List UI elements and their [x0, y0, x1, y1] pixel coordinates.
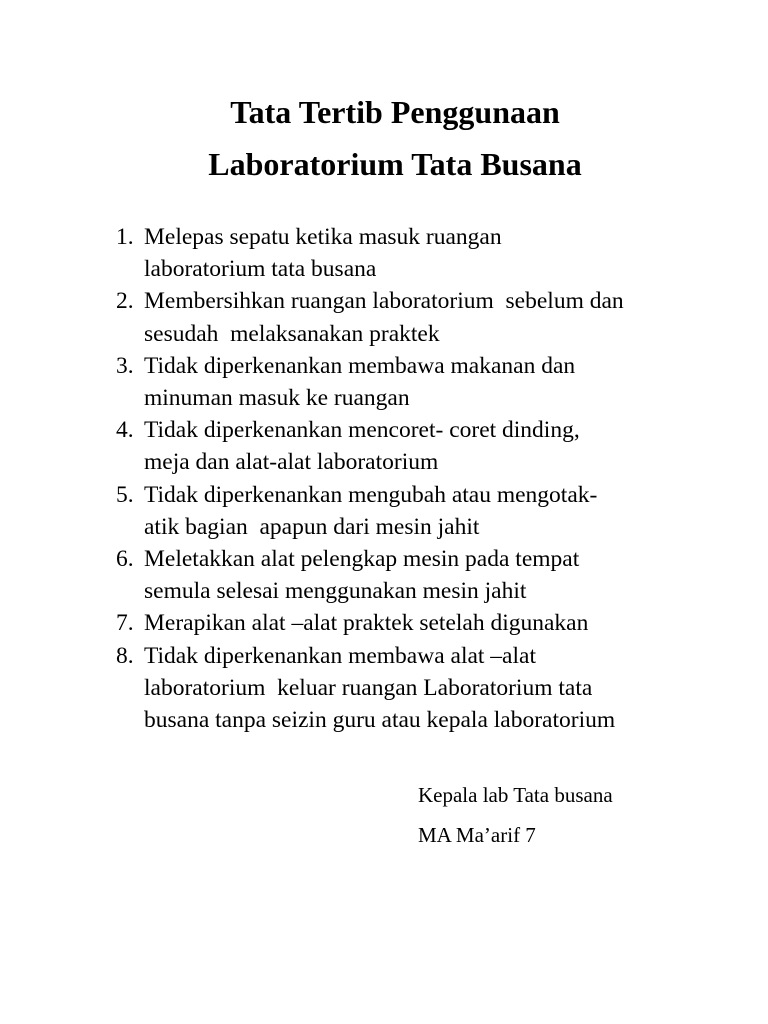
list-item — [108, 543, 728, 607]
signature-block — [418, 779, 613, 851]
list-item — [108, 607, 728, 639]
list-item-text: Tidak diperkenankan membawa alat –alat laboratorium keluar ruangan Laboratorium tata busana tanpa seizin guru atau kepala laboratorium — [144, 642, 616, 734]
list-item-text: Merapikan alat –alat praktek setelah digunakan — [144, 610, 589, 637]
list-item-text: Meletakkan alat pelengkap mesin pada tempat semula selesai menggunakan mesin jahit — [144, 546, 580, 605]
list-item-number: 7. — [116, 610, 134, 637]
list-item-text: Tidak diperkenankan membawa makanan dan minuman masuk ke ruangan — [144, 352, 576, 412]
list-item-number: 3. — [116, 352, 134, 379]
list-item — [108, 285, 728, 349]
title-line-1: Tata Tertib Penggunaan — [230, 94, 560, 130]
list-item — [108, 640, 728, 737]
list-item-number: 1. — [116, 224, 134, 250]
list-item — [108, 479, 728, 543]
page-title — [0, 86, 768, 190]
list-item-text: Membersihkan ruangan laboratorium sebelum dan sesudah melaksanakan praktek — [144, 288, 624, 347]
signature-title: Kepala lab Tata busana — [418, 783, 613, 807]
list-item — [108, 221, 728, 285]
signature-institution: MA Ma’arif 7 — [418, 823, 536, 847]
title-line-2: Laboratorium Tata Busana — [208, 146, 582, 182]
list-item-text: Melepas sepatu ketika masuk ruangan laboratorium tata busana — [144, 224, 502, 283]
list-item-number: 8. — [116, 642, 134, 669]
list-item — [108, 414, 728, 478]
list-item — [108, 350, 728, 414]
list-item-number: 6. — [116, 546, 134, 573]
list-item-number: 5. — [116, 481, 134, 508]
list-item-text: Tidak diperkenankan mengubah atau mengotak- atik bagian apapun dari mesin jahit — [144, 481, 598, 540]
rules-list — [108, 221, 728, 736]
list-item-text: Tidak diperkenankan mencoret- coret dinding, meja dan alat-alat laboratorium — [144, 417, 580, 476]
list-item-number: 2. — [116, 288, 134, 315]
list-item-number: 4. — [116, 417, 134, 444]
